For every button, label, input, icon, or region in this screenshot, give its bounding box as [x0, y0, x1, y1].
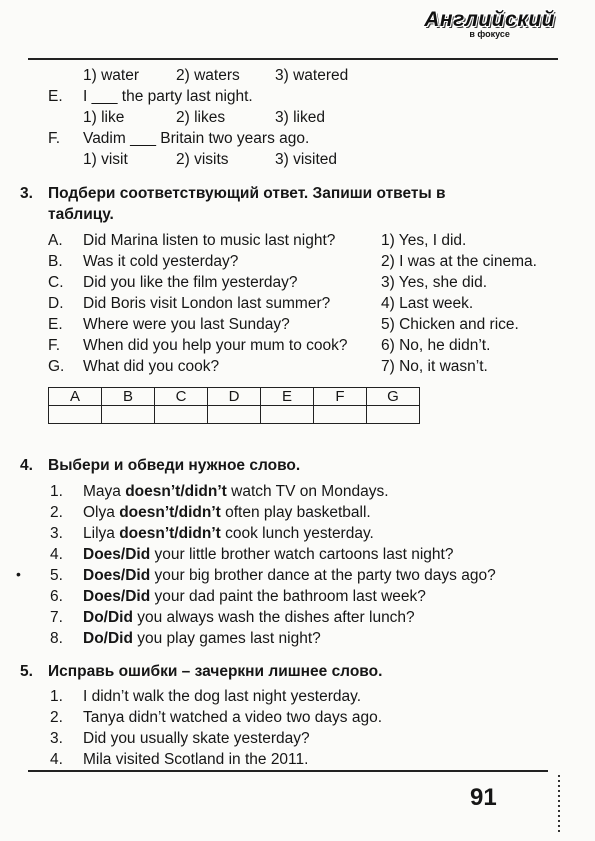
table-answer-cell	[102, 406, 155, 424]
choice-words: Does/Did	[83, 546, 151, 563]
option: 3) watered	[275, 67, 349, 84]
option: 3) visited	[275, 151, 338, 168]
choice-sentence	[83, 566, 496, 586]
answer-table	[48, 387, 420, 424]
choice-sentence	[83, 524, 374, 544]
item-number: 1.	[50, 483, 63, 500]
item-letter: F.	[48, 130, 61, 147]
item-number: 2.	[50, 709, 63, 726]
item-number: 8.	[50, 630, 63, 647]
exercise-title: Подбери соответствующий ответ. Запиши ответы в	[48, 185, 446, 202]
question-letter: D.	[48, 295, 64, 312]
option: 2) visits	[176, 151, 229, 168]
table-answer-cell	[208, 406, 261, 424]
question-text: Did you like the film yesterday?	[83, 274, 298, 291]
answer-option: 5) Chicken and rice.	[381, 316, 519, 333]
item-text: Vadim ___ Britain two years ago.	[83, 130, 310, 147]
choice-sentence	[83, 545, 453, 565]
bottom-rule	[28, 770, 548, 772]
table-answer-cell	[155, 406, 208, 424]
sentence-start: Lilya	[83, 525, 120, 542]
table-header-cell: G	[367, 388, 420, 406]
question-letter: A.	[48, 232, 63, 249]
item-text: I ___ the party last night.	[83, 88, 253, 105]
sentence-end: cook lunch yesterday.	[220, 525, 374, 542]
sentence-end: your dad paint the bathroom last week?	[150, 588, 426, 605]
dotted-edge	[558, 775, 560, 835]
sentence-end: you play games last night?	[132, 630, 321, 647]
option: 1) visit	[83, 151, 128, 168]
exercise-title: Выбери и обведи нужное слово.	[48, 457, 301, 474]
table-answer-cell	[261, 406, 314, 424]
question-letter: G.	[48, 358, 65, 375]
sentence-start: Olya	[83, 504, 120, 521]
question-letter: C.	[48, 274, 64, 291]
question-letter: F.	[48, 337, 61, 354]
question-text: Was it cold yesterday?	[83, 253, 239, 270]
choice-sentence	[83, 608, 415, 628]
item-number: 6.	[50, 588, 63, 605]
choice-words: Do/Did	[83, 609, 133, 626]
answer-option: 2) I was at the cinema.	[381, 253, 537, 270]
question-text: Did Boris visit London last summer?	[83, 295, 331, 312]
item-number: 5.	[50, 567, 63, 584]
choice-words: doesn’t/didn’t	[119, 525, 221, 542]
brand-title: Английский	[424, 8, 555, 31]
sentence: Mila visited Scotland in the 2011.	[83, 751, 309, 768]
table-header-cell: B	[102, 388, 155, 406]
option: 1) like	[83, 109, 125, 126]
sentence-start: Maya	[83, 483, 126, 500]
pencil-mark: •	[16, 566, 21, 582]
choice-words: Does/Did	[83, 567, 151, 584]
answer-option: 4) Last week.	[381, 295, 474, 312]
answer-option: 6) No, he didn’t.	[381, 337, 491, 354]
item-number: 3.	[50, 525, 63, 542]
choice-words: doesn’t/didn’t	[119, 504, 221, 521]
item-number: 4.	[50, 546, 63, 563]
option: 1) water	[83, 67, 139, 84]
exercise-title: Исправь ошибки – зачеркни лишнее слово.	[48, 663, 383, 680]
table-header-cell: C	[155, 388, 208, 406]
option: 2) waters	[176, 67, 240, 84]
choice-sentence	[83, 587, 426, 607]
sentence: I didn’t walk the dog last night yesterday.	[83, 688, 362, 705]
item-letter: E.	[48, 88, 63, 105]
table-header-cell: A	[49, 388, 102, 406]
sentence-end: often play basketball.	[220, 504, 371, 521]
item-number: 4.	[50, 751, 63, 768]
brand-subtitle: в фокусе	[469, 29, 510, 39]
exercise-title: таблицу.	[48, 206, 114, 223]
page-number: 91	[470, 784, 497, 811]
sentence: Tanya didn’t watched a video two days ago.	[83, 709, 382, 726]
answer-option: 1) Yes, I did.	[381, 232, 467, 249]
question-text: When did you help your mum to cook?	[83, 337, 348, 354]
brand-logo	[424, 8, 555, 39]
table-answer-cell	[367, 406, 420, 424]
choice-words: doesn’t/didn’t	[125, 483, 227, 500]
question-text: Did Marina listen to music last night?	[83, 232, 336, 249]
table-answer-cell	[314, 406, 367, 424]
item-number: 1.	[50, 688, 63, 705]
question-letter: E.	[48, 316, 63, 333]
sentence-end: your little brother watch cartoons last night?	[150, 546, 454, 563]
choice-words: Do/Did	[83, 630, 133, 647]
sentence-end: watch TV on Mondays.	[226, 483, 389, 500]
table-answer-cell	[49, 406, 102, 424]
choice-sentence	[83, 482, 389, 502]
table-header-cell: E	[261, 388, 314, 406]
question-letter: B.	[48, 253, 63, 270]
sentence: Did you usually skate yesterday?	[83, 730, 310, 747]
item-number: 3.	[50, 730, 63, 747]
choice-words: Does/Did	[83, 588, 151, 605]
answer-option: 7) No, it wasn’t.	[381, 358, 488, 375]
sentence-end: you always wash the dishes after lunch?	[132, 609, 415, 626]
question-text: What did you cook?	[83, 358, 220, 375]
choice-sentence	[83, 503, 371, 523]
exercise-number: 3.	[20, 185, 33, 202]
option: 2) likes	[176, 109, 226, 126]
question-text: Where were you last Sunday?	[83, 316, 290, 333]
table-header-cell: D	[208, 388, 261, 406]
sentence-end: your big brother dance at the party two days ago?	[150, 567, 496, 584]
exercise-number: 4.	[20, 457, 33, 474]
option: 3) liked	[275, 109, 325, 126]
table-header-cell: F	[314, 388, 367, 406]
top-rule	[28, 58, 558, 60]
item-number: 7.	[50, 609, 63, 626]
choice-sentence	[83, 629, 321, 649]
item-number: 2.	[50, 504, 63, 521]
exercise-number: 5.	[20, 663, 33, 680]
answer-option: 3) Yes, she did.	[381, 274, 487, 291]
